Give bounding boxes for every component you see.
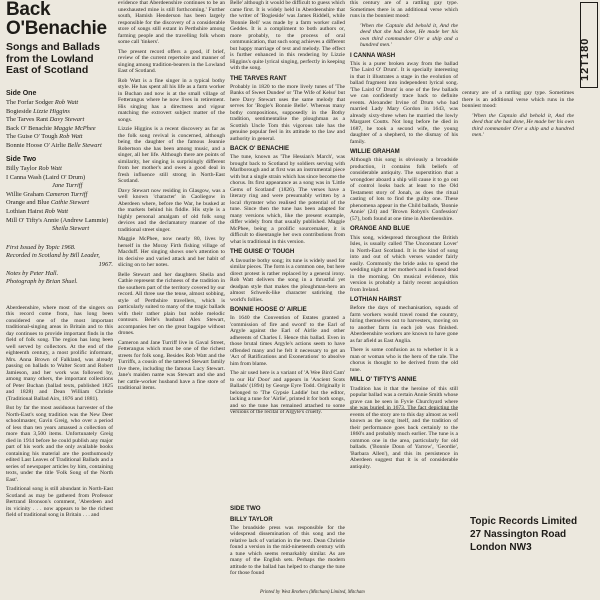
track-list-item: Billy Taylor Rob Watt: [6, 165, 62, 173]
body-paragraph: In 1640 the Convention of Estates granted a 'commission of fire and sword' to the Earl of Argyle against the Earl of Airlie and other adherents of Charles I. Hence this ballad. Even in those brutal times Argyle's actions seem to have offended many and he felt it necessary to get an 'Act of Ratifications and Exonerations' to absolve him from blame.: [230, 315, 345, 367]
track-list-item: Lothian Hairst Rob Watt: [6, 208, 69, 216]
track-list-item: The Tarves Rant Davy Stewart: [6, 116, 85, 124]
body-paragraph: Tradition has it that the heroine of this still popular ballad was a certain Annie Smith whose grave can be seen in Fyvie Churchyard where she was buried in 1673. The fact depicting the events of the story are to this day almost as well known as the song itself, and the tradition of their performance goes back certainly to the 1860's and probably much earlier. The tune is a common one in the area, particularly for old ballads. ('Bonnie Doun of Yarrow', 'Geordie', 'Barbara Allen'), and this its persistence in Aberdeen suggest that it is of considerable antiquity.: [350, 385, 458, 470]
body-paragraph: Lizzie Higgins is a recent discovery as far as the folk song revival is concerned, although being the daughter of the famous Jeannie Robertson she has been among music, and a singer, all her life. Although there are points of similarity, her singing is surprisingly different from her mother's and owes a good deal in fresh influence still strong in North-East Scotland.: [118, 126, 225, 184]
catalog-number: 12T180: [579, 37, 591, 81]
body-paragraph: This is a purer broken away from the ballad 'The Laird O' Drum'. It is specially interesting in that it illustrates a stage in the evolution of ballad fragment into independent lyrical song. 'The Laird O' Drum' is one of the few ballads we can confidently trace back to definite events. Alexander Irvine of Drum who had married Lady Mary Gordon in 1643, was already sixty-three when he married the lowly Margaret Coutts. Not long before he died in 1687, he took a second wife, the young daughter of a shepherd, to the dismay of his family.: [350, 60, 458, 145]
section-heading: WILLIE GRAHAM: [350, 148, 400, 156]
track-list-item: I Canna Wash (Laird O' Drum): [6, 173, 86, 181]
column-fourth: [350, 0, 458, 600]
section-heading: MILL O' TIFTY'S ANNIE: [350, 376, 417, 384]
body-paragraph: This song, widespread throughout the British Isles, is usually called 'The Unconstant Lover' in North-East Scotland. It is the kind of song into and out of which verses wander fairly easily. Commonly the bride asks to spend the wedding night at her mother's and is found dead in the morning. On musical evidence, this version is probably a fairly recent acquisition from Ireland.: [350, 234, 458, 293]
printer-credit: Printed by West Brothers (Mitcham) Limited, Mitcham: [260, 590, 365, 595]
body-paragraph: The present record offers a good, if brief, review of the current repertoire and manner of singing among tradition-bearers in the Lowland East of Scotland.: [118, 48, 225, 74]
track-list-item: Jane Turriff: [52, 182, 83, 190]
quoted-verse: 'When the Captain did behold it, And the deed that she had done, He made her his own third commander O'er a ship and a hundred men.': [472, 112, 574, 138]
side-two-heading: Side Two: [6, 155, 37, 163]
track-list-item: The Guise O' Tough Rob Watt: [6, 133, 83, 141]
side-one-heading: Side One: [6, 89, 37, 97]
track-list-item: Willie Graham Cameron Turriff: [6, 190, 88, 198]
section-heading: THE GUISE O' TOUGH: [230, 248, 295, 256]
track-list-item: Bonnie Hoose O' Airlie Belle Stewart: [6, 141, 102, 149]
body-paragraph: Maggie McPhee, now nearly 80, lives by herself in the Moray Firth fishing village of Macduff. Her singing shows one's attention to its decisive and varied attack and her habit of slicing on to her notes.: [118, 236, 225, 268]
side-two-tracklist: [6, 165, 113, 234]
body-paragraph: Before the days of mechanisation, squads of farm workers would travel round the country, hiring themselves out to harvesters, moving on to another farm in each job was finished. Aberdeenshire workers are known to have gone as far afield as East Anglia.: [350, 305, 458, 344]
body-paragraph: Rob Watt is a fine singer in a typical bothy style. He has spent all his life as a farm worker in Buchan and now is at the small village of Fetterangus where he now lives in retirement. His singing has a directness and vigour matching the extrovert subject matter of the songs.: [118, 77, 225, 123]
body-paragraph: Traditional song is still abundant in North-East Scotland as may be gathered from Professor Bertrand Bronson's comment, 'Aberdeen and its vicinity . . . now appears to be the richest field of traditional song in Britain . . . and: [6, 486, 113, 519]
column-third-lower: [230, 500, 345, 600]
body-paragraph: The broadside press was responsible for the widespread dissemination of this song and the relative lack of variation in the text. Dean Christie found a version in the mid-nineteenth century with a tune which seems remarkably similar. As are many of the English sets. Perhaps the modern attitude to the ballad has helped to change the tune for those found: [230, 524, 345, 577]
section-heading: BONNIE HOOSE O' AIRLIE: [230, 306, 307, 314]
section-heading: BACK O' BENACHIE: [230, 145, 290, 153]
section-heading: BILLY TAYLOR: [230, 515, 273, 523]
section-heading: LOTHIAN HAIRST: [350, 296, 402, 304]
quoted-verse: 'When the Captain did behold it, And the deed that she had done, He made her his own third commander O'er a ship and a hundred men.': [360, 22, 458, 48]
credits: First Issued by Topic 1968. Recorded in Scotland by Bill Leader, 1967. Notes by Peter Hall. Photograph by Brian Shuel.: [6, 243, 113, 286]
column-second: [118, 0, 225, 600]
album-title: Back O'Benachie: [6, 0, 107, 39]
side-one-tracklist: [6, 99, 113, 151]
body-paragraph: But by far the most assiduous harvester of the North-East's song tradition was the New Deer schoolmaster, Gavin Greig, who over a period of less than ten years amassed a collection of more than 3,500 items. Unfortunately Greig died in 1914 before he could publish any major part of his work and the only available books containing his material are the posthumously edited Last Leaves of Traditional Ballads and a series of newspaper articles by him, containing texts, under the title 'Folk Song of the North East'.: [6, 405, 113, 483]
body-paragraph: this century are of a rattling gay type. Sometimes there is an additional verse which runs in the bonniest mood:: [350, 0, 458, 19]
column-right: [462, 90, 574, 505]
body-paragraph: Cameron and Jane Turriff live in Gaval Street, Fetterangus which must be one of the richest streets for folk song. Besides Rob Watt and the Turriffs, a cousin of the tattered Stewart family live there, including the famous Lucy Stewart. Jane's maiden name was Stewart and she and her cattle-worker husband have a fine store of traditional items.: [118, 339, 225, 391]
track-list-item: Orange and Blue Cathie Stewart: [6, 199, 90, 207]
side-two-section-heading: SIDE TWO: [230, 505, 261, 512]
body-paragraph: Aberdeenshire, where most of the singers on this record come from, has long been considered one of the most important traditional-singing areas in Britain and to this day continues to provide important finds in the field of folk song. The region has long been well served by collectors. At the end of the eighteenth century, a most prolific informant, Mrs. Anna Brown of Falkland, was already passing on ballads to Walter Scott and Robert Jamieson, and her work was followed by, among many others, the important collections of Peter Buchan (ballad texts, published 1825 and 1828) and Dean William Christie (Traditional Ballad Airs, 1876 and 1881).: [6, 304, 113, 402]
album-subtitle: Songs and Ballads from the Lowland East of Scotland: [6, 41, 100, 76]
section-heading: I CANNA WASH: [350, 51, 396, 59]
body-paragraph: evidence that Aberdeenshire continues to be an unexhausted mine is still forthcoming.' Further south, Hamish Henderson has been largely responsible for the discovery of a considerable store of songs still extant in Perthshire among farming people and the travelling folk whom some call 'tinkers'.: [118, 0, 225, 45]
track-list-item: The Forfar Sodger Rob Watt: [6, 99, 79, 106]
section-heading: THE TARVES RANT: [230, 74, 287, 82]
track-list-item: Mill O' Tifty's Annie (Andrew Lammie): [6, 216, 109, 224]
body-paragraph: There is some confusion as to whether it is a man or woman who is the hero of the tale. The chorus is thought to be derived from the old tune.: [350, 347, 458, 373]
body-paragraph: Probably in 1820 to the more lively tunes of 'The Banks of Sweet Dundee' or 'The Wife of Kelso' but here Davy Stewart uses the same melody that serves for 'Bogie's Bonnie Belle'. Whereas many bothy compositions, supposedly in the Bothy tradition, sentimentalise the ploughman as a Scottish Uncle Tom this vigorous tale has the genuine popular feel in its attitude to the law and authority in general.: [230, 83, 345, 142]
track-list-item: Back O' Benachie Maggie McPhee: [6, 124, 96, 132]
body-paragraph: The air used here is a variant of 'A Wee Bird Cam' to our Ha' Door' and appears in 'Ancient Scots Ballads' (1894) by George Eyre Todd. Originally it belonged to 'The Gypsie Laddie' but the editor, lacking a tune for 'Airlie', printed it for both songs, and so the tune has remained attached to some versions of the recital of Argyle's cruelty.: [230, 370, 345, 416]
catalog-number-box: [580, 2, 598, 88]
body-paragraph: Davy Stewart now residing in Glasgow, was a well known 'character' in Caoliegow in Aberdeen where, before the War, he busked at the markets behind his fiddle. His style is a highly personal amalgam of old folk song devices and the declamatory manner of the traditional street singer.: [118, 187, 225, 233]
track-list-item: Bogieside Lizzie Higgins: [6, 107, 70, 115]
section-heading: ORANGE AND BLUE: [350, 225, 410, 233]
body-paragraph: Belle Stewart and her daughters Sheila and Cathie represent the richness of the tradition in the southern part of the territory covered by our record. All three use the tense, almost sobbing, style of Perthshire travellers, which is particularly suited to many of the tragic ballads with their rather plain but noble melodic contours. Belle's husband Alex Stewart, accompanies her on the great bagpipe without drones.: [118, 271, 225, 336]
track-list-item: Sheila Stewart: [52, 225, 90, 233]
body-paragraph: Although this song is obviously a broadside production, it contains folk beliefs of considerable antiquity. The superstition that a wrongdoer aboard a ship will cause it to go out of control looks back at least to the Old Testament story of Jonah, as does the ritual casting of lots to find the guilty one. These phenomena appear in the Child ballads, 'Bonnie Annie' (24) and 'Brown Robyn's Confession' (57), both found at one time in Aberdeenshire.: [350, 157, 458, 222]
body-paragraph: Belle' although it would be difficult to guess which came first. It is widely held in Aberdeenshire that the writer of 'Bogieside' was James Riddell, while 'Bonnie Bell' was made by a farm worker called Geddes. It is a compliment to both authors or, more probably, to the process of oral communication, that such song achieves a different but happy marriage of text and melody. The effect is further enhanced in this rendering by Lizzie Higgins's quite lyrical singing, perfectly in keeping with the song.: [230, 0, 345, 71]
publisher-address: Topic Records Limited 27 Nassington Road London NW3: [470, 516, 578, 553]
body-paragraph: A favourite bothy song; its tune is widely used for similar pieces. The form is a common one, but here direct protest is rather replaced by a general irony. Rob Watt delivers the song in a thrustful yet deadpan style that makes the ploughman-hero an almost Schweik-like character satirising the world's follies.: [230, 257, 346, 303]
body-paragraph: century are of a rattling gay type. Sometimes there is an additional verse which runs in the bonniest mood:: [462, 90, 574, 109]
body-paragraph: The tune, known as 'The Hessian's March', was brought back to Scotland by soldiers serving with Marlborough and at first was an instrumental piece with but a single strain which has since become the chorus. Its first appearance as a song was in 'Little Gems of Scotland' (1826). The verses have a literary ring and were presumably written by a local rhymster who realised the potential of the tune. Since then the tune has been adapted for many versions which, like the present example, differ widely from that usually published. Maggie McPhee, being a prolific sourcemaker, it is difficult to disentangle her own contributions from what is traditional in this version.: [230, 154, 345, 245]
column-left: [6, 0, 113, 600]
column-third: [230, 0, 346, 416]
